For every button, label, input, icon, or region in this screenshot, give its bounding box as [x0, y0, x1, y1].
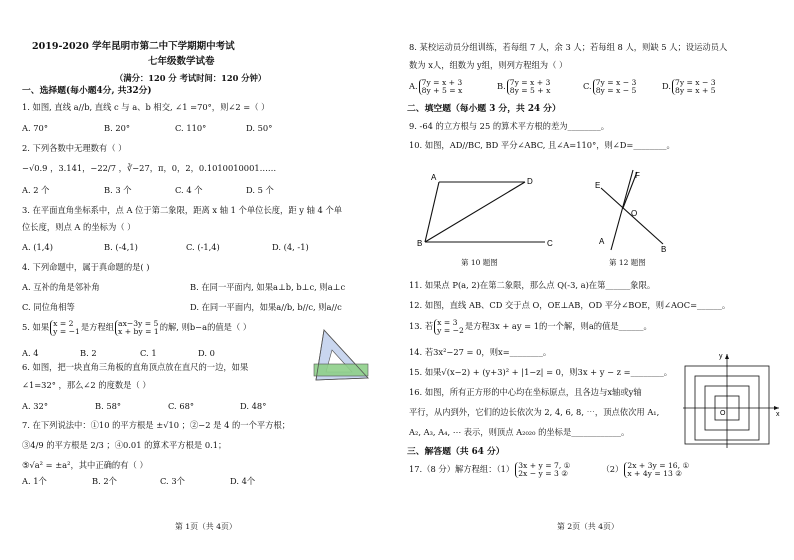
figure-10 [417, 172, 557, 252]
q4-option-b: B. 在同一平面内, 如果a⊥b, b⊥c, 则a⊥c [190, 282, 346, 292]
exam-subtitle: 七年级数学试卷 [148, 56, 215, 67]
q8-option-d-letter: D. [662, 81, 671, 91]
q8-b-eq1: 7y = x + 3 [509, 77, 551, 87]
q5-equation-system [115, 320, 159, 336]
q8-option-c [583, 77, 637, 95]
q10-stem: 10. 如图，AD//BC, BD 平分∠ABC, 且∠A=110°，则∠D=________。 [409, 140, 675, 150]
q6-option-c: C. 68° [168, 401, 195, 411]
exam-meta: （满分：120 分 考试时间：120 分钟） [115, 73, 267, 83]
q8-option-c-letter: C. [583, 81, 592, 91]
q6-figure [312, 328, 372, 388]
q5-option-c: C. 1 [140, 348, 157, 358]
fig10-label-b: B [417, 239, 423, 248]
q1-option-c: C. 110° [175, 123, 207, 133]
q8-option-b-system [507, 79, 551, 95]
q7-stem-line2: ③4/9 的平方根是 2/3 ；④0.01 的算术平方根是 0.1； [22, 440, 227, 450]
q8-c-eq2: 8y = x − 5 [595, 85, 637, 95]
fig16-axis-y: y [719, 353, 723, 360]
q7-stem-line1: 7. 在下列说法中：①10 的平方根是 ±√10 ；②−2 是 4 的一个平方根； [22, 420, 291, 430]
q7-option-d: D. 4个 [230, 476, 256, 486]
q8-option-b [497, 77, 551, 95]
q2-option-b: B. 3 个 [104, 185, 132, 195]
q17-system-1 [515, 462, 570, 478]
q5-option-a: A. 4 [22, 348, 39, 358]
section-heading-1: 一、选择题(每小题4分, 共32分) [22, 86, 152, 96]
q6-option-b: B. 58° [95, 401, 122, 411]
q4-option-c: C. 同位角相等 [22, 302, 75, 312]
q17-sys1-eq2: 2x − y = 3 ② [518, 468, 569, 478]
q8-d-eq2: 8y = x + 5 [675, 85, 716, 95]
q2-stem: 2. 下列各数中无理数有（ ） [22, 143, 127, 153]
q17-sys1-eq1: 3x + y = 7, ① [518, 460, 571, 470]
section-heading-2: 二、填空题（每小题 3 分，共 24 分） [407, 104, 561, 114]
q15-stem: 15. 如果√(x−2) + (y+3)² + |1−z| = 0，则3x + y − z =________。 [409, 367, 673, 377]
q8-option-a-letter: A. [409, 81, 418, 91]
q8-option-b-letter: B. [497, 81, 506, 91]
q5-eq2: x + by = 1 [118, 326, 159, 336]
q4-option-d: D. 在同一平面内，如果a//b, b//c, 则a//c [190, 302, 342, 312]
q2-option-c: C. 4 个 [175, 185, 203, 195]
q5-option-d: D. 0 [198, 348, 215, 358]
q3-option-d: D. (4, -1) [272, 242, 309, 252]
q1-option-b: B. 20° [104, 123, 131, 133]
q17-sys2-eq2: x + 4y = 13 ② [627, 468, 683, 478]
q8-option-a-system [419, 79, 463, 95]
q4-option-a: A. 互补的角是邻补角 [22, 282, 100, 292]
q3-stem-line2: 位长度，则点 A 的坐标为（ ） [22, 222, 136, 232]
fig10-label-d: D [527, 177, 533, 186]
q13-y: y = −2 [437, 325, 464, 335]
q8-c-eq1: 7y = x − 3 [595, 77, 637, 87]
q12-stem: 12. 如图，直线 AB、CD 交于点 O，OE⊥AB，OD 平分∠BOE，则∠AOC=______。 [409, 300, 731, 310]
q5-suffix: 的解, 则b−a的值是（ ） [159, 322, 252, 332]
q1-stem: 1. 如图, 直线 a//b, 直线 c 与 a、b 相交, ∠1 =70°，则∠2 =（ ） [22, 102, 270, 112]
q5-middle: 是方程组 [80, 322, 115, 332]
q7-option-b: B. 2个 [92, 476, 117, 486]
fig12-label-a: A [599, 237, 605, 246]
q3-option-a: A. (1,4) [22, 242, 53, 252]
q7-option-a: A. 1个 [22, 476, 47, 486]
q8-d-eq1: 7y = x − 3 [675, 77, 716, 87]
q5-solution-y: y = −1 [53, 326, 80, 336]
q13-stem [409, 317, 652, 335]
q8-option-d-system [672, 79, 716, 95]
q5-solution-x: x = 2 [53, 318, 74, 328]
figure-16 [679, 352, 783, 450]
fig16-origin: O [720, 410, 726, 417]
q3-option-b: B. (-4,1) [104, 242, 138, 252]
q11-stem: 11. 如果点 P(a, 2)在第二象限，那么点 Q(-3, a)在第______象限。 [409, 280, 656, 290]
q8-stem-line2: 数为 x人，组数为 y组，则列方程组为（ ） [409, 60, 568, 70]
q1-option-d: D. 50° [246, 123, 273, 133]
q17-system-2 [624, 462, 689, 478]
q2-numbers: −√0.9 ，3.141，−22/7 ，∛−27，π，0，2，0.1010010001…… [22, 163, 277, 173]
page-footer-right: 第 2页（共 4页） [557, 522, 619, 531]
fig12-caption: 第 12 题图 [609, 258, 646, 267]
q16-stem-line2: 平行，从内到外，它们的边长依次为 2, 4, 6, 8, ⋯，顶点依次用 A₁, [409, 407, 660, 417]
q5-stem [22, 318, 251, 336]
q8-option-d [662, 77, 717, 95]
q5-eq1: ax−3y = 5 [118, 318, 159, 328]
fig10-caption: 第 10 题图 [461, 258, 498, 267]
q17-sys2-eq1: 2x + 3y = 16, ① [627, 460, 690, 470]
q6-stem-line1: 6. 如图，把一块直角三角板的直角顶点放在直尺的一边，如果 [22, 362, 249, 372]
q8-stem-line1: 8. 某校运动员分组训练，若每组 7 人，余 3 人；若每组 8 人，则缺 5 人；设运动员人 [409, 42, 728, 52]
q5-prefix: 5. 如果 [22, 322, 50, 332]
section-heading-3: 三、解答题（共 64 分） [407, 447, 505, 457]
fig10-label-a: A [431, 173, 437, 182]
q5-option-b: B. 2 [80, 348, 97, 358]
q13-prefix: 13. 若 [409, 321, 434, 331]
q2-option-d: D. 5 个 [246, 185, 274, 195]
q16-stem-line1: 16. 如图，所有正方形的中心均在坐标原点，且各边与x轴或y轴 [409, 387, 642, 397]
fig16-axis-x: x [776, 411, 780, 418]
figure-12 [591, 168, 671, 254]
q4-stem: 4. 下列命题中，属于真命题的是( ) [22, 262, 150, 272]
fig12-label-b: B [661, 245, 667, 254]
q6-stem-line2: ∠1=32° ，那么∠2 的度数是（ ） [22, 380, 151, 390]
q8-option-c-system [593, 79, 637, 95]
q8-option-a [409, 77, 463, 95]
q13-solution-system [434, 319, 464, 335]
q9-stem: 9. -64 的立方根与 25 的算术平方根的差为________。 [409, 121, 610, 131]
q13-x: x = 3 [437, 317, 458, 327]
fig12-label-e: E [595, 181, 601, 190]
q13-suffix: 是方程3x + ay = 1的一个解，则a的值是______。 [464, 321, 652, 331]
q8-a-eq2: 8y + 5 = x [421, 85, 463, 95]
q8-a-eq1: 7y = x + 3 [421, 77, 463, 87]
q17-prefix: 17.（8 分）解方程组：（1） [409, 464, 515, 474]
q6-option-a: A. 32° [22, 401, 48, 411]
q17-stem [409, 460, 690, 478]
q14-stem: 14. 若3x²−27 = 0，则x=________。 [409, 347, 552, 357]
exam-title: 2019-2020 学年昆明市第二中下学期期中考试 [32, 41, 235, 52]
q2-option-a: A. 2 个 [22, 185, 50, 195]
q7-option-c: C. 3个 [160, 476, 185, 486]
right-page [397, 0, 794, 560]
fig12-label-f: F [635, 171, 640, 180]
q7-stem-line3: ⑤√a² = ±a²，其中正确的有（ ） [22, 460, 148, 470]
q17-part2-label: （2） [601, 464, 624, 474]
q5-solution-system [50, 320, 80, 336]
q8-b-eq2: 8y = 5 + x [509, 85, 551, 95]
fig10-label-c: C [547, 239, 553, 248]
q3-option-c: C. (-1,4) [186, 242, 220, 252]
q1-option-a: A. 70° [22, 123, 48, 133]
q3-stem-line1: 3. 在平面直角坐标系中，点 A 位于第二象限，距离 x 轴 1 个单位长度，距 y 轴 4 个单 [22, 205, 343, 215]
page-footer-left: 第 1页（共 4页） [175, 522, 237, 531]
q6-option-d: D. 48° [240, 401, 267, 411]
q16-stem-line3: A₂, A₃, A₄, ⋯ 表示，则顶点 A₂₀₂₀ 的坐标是____________。 [409, 427, 630, 437]
fig12-label-o: O [631, 209, 638, 218]
